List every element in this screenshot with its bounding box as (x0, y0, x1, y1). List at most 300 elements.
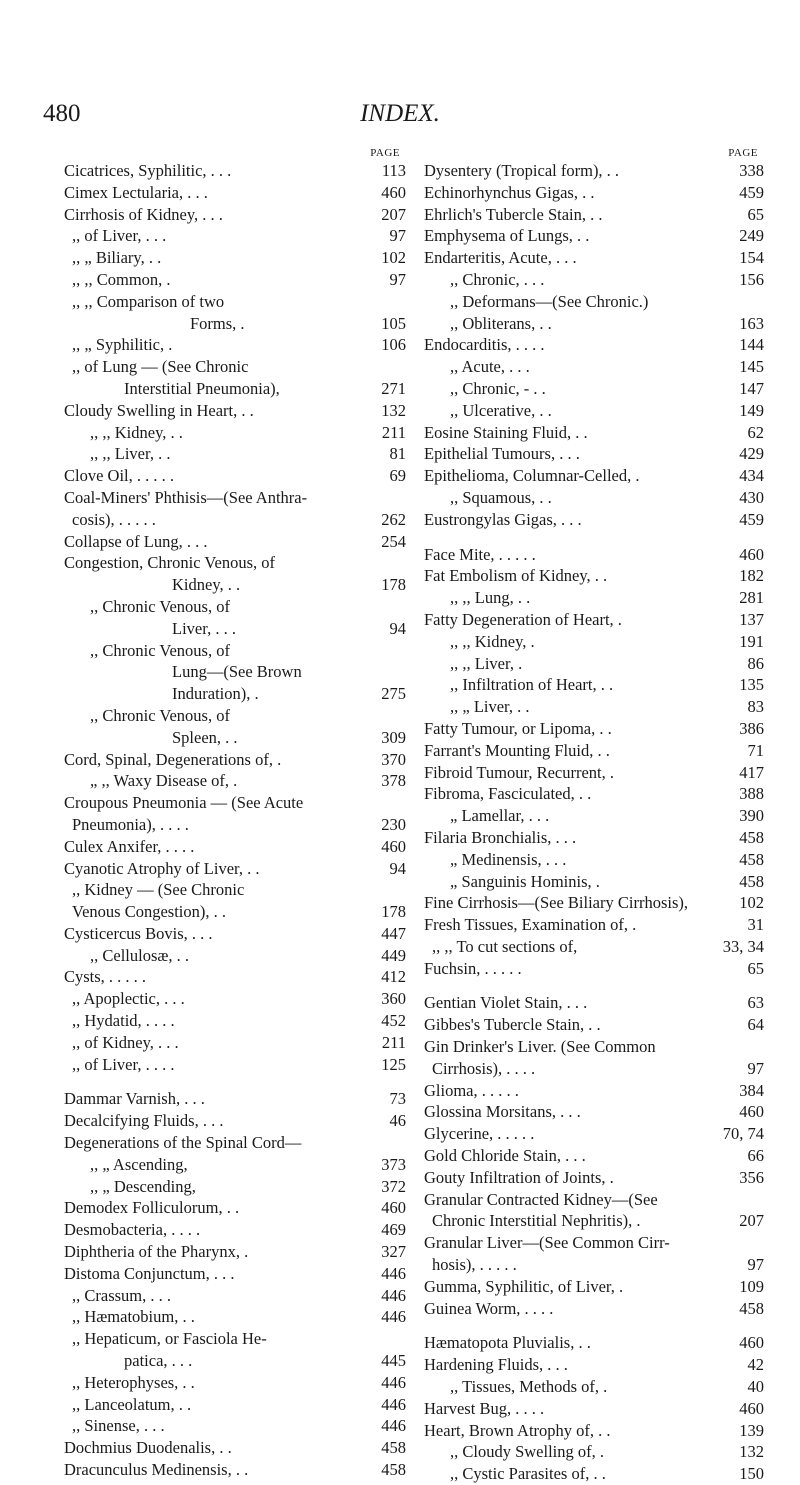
index-entry (64, 770, 406, 792)
entry-text: ,, Chronic, . . . (450, 269, 545, 289)
index-entry (424, 1014, 764, 1036)
index-entry (64, 334, 406, 356)
index-entry (424, 1036, 764, 1058)
index-entry (64, 1010, 406, 1032)
entry-text: Degenerations of the Spinal Cord— (64, 1133, 302, 1153)
index-entry (424, 1276, 764, 1298)
entry-text: Eosine Staining Fluid, . . (424, 422, 588, 442)
index-entry (64, 422, 406, 444)
entry-text: Cord, Spinal, Degenerations of, . (64, 749, 282, 769)
entry-text: ,, Sinense, . . . (72, 1416, 165, 1436)
entry-text: Induration), . (172, 684, 259, 704)
index-entry (424, 1101, 764, 1123)
index-entry (64, 1197, 406, 1219)
index-entry (424, 1354, 764, 1376)
entry-page: 63 (747, 993, 764, 1013)
index-entry (64, 465, 406, 487)
entry-text: „ Medinensis, . . . (450, 849, 567, 869)
entry-text: Desmobacteria, . . . . (64, 1220, 201, 1240)
index-entry (64, 749, 406, 771)
entry-page: 446 (381, 1285, 406, 1305)
entry-text: ,, Obliterans, . . (450, 313, 552, 333)
entry-text: Filaria Bronchialis, . . . (424, 827, 577, 847)
index-entry (424, 1441, 764, 1463)
entry-page: 132 (381, 400, 406, 420)
index-entry (64, 313, 406, 335)
entry-page: 384 (739, 1080, 764, 1100)
entry-page: 46 (389, 1111, 406, 1131)
index-entry (64, 1154, 406, 1176)
entry-text: ,, ,, Liver, . . (90, 444, 171, 464)
index-entry (64, 988, 406, 1010)
index-entry (424, 609, 764, 631)
entry-page: 109 (739, 1276, 764, 1296)
entry-text: ,, ,, Kidney, . . (90, 422, 183, 442)
entry-page: 102 (739, 893, 764, 913)
index-entry (64, 705, 406, 727)
index-entry (64, 487, 406, 509)
entry-text: ,, ,, Kidney, . (450, 631, 535, 651)
entry-page: 386 (739, 718, 764, 738)
entry-text: Gibbes's Tubercle Stain, . . (424, 1015, 601, 1035)
index-entry (424, 1420, 764, 1442)
entry-page: 86 (747, 653, 764, 673)
index-entry (424, 422, 764, 444)
entry-page: 412 (381, 967, 406, 987)
index-entry (424, 674, 764, 696)
page-column-label: PAGE (728, 147, 758, 159)
index-entry (64, 1306, 406, 1328)
entry-text: ,, Cellulosæ, . . (90, 945, 190, 965)
index-entry (64, 356, 406, 378)
entry-text: Cysts, . . . . . (64, 967, 147, 987)
entry-page: 378 (381, 771, 406, 791)
entry-page: 81 (389, 444, 406, 464)
entry-text: Face Mite, . . . . . (424, 544, 536, 564)
entry-text: Dracunculus Medinensis, . . (64, 1460, 249, 1480)
entry-text: Cysticercus Bovis, . . . (64, 923, 213, 943)
entry-text: Demodex Folliculorum, . . (64, 1198, 240, 1218)
index-entry (424, 1298, 764, 1320)
entry-page: 207 (739, 1211, 764, 1231)
entry-page: 446 (381, 1263, 406, 1283)
index-entry (64, 661, 406, 683)
index-entry (64, 836, 406, 858)
entry-text: cosis), . . . . . (72, 509, 156, 529)
entry-page: 97 (747, 1058, 764, 1078)
index-entry (424, 247, 764, 269)
entry-page: 105 (381, 313, 406, 333)
index-entry (424, 718, 764, 740)
entry-text: ,, Tissues, Methods of, . (450, 1377, 608, 1397)
entry-text: Fatty Tumour, or Lipoma, . . (424, 718, 612, 738)
index-entry (424, 1189, 764, 1211)
entry-text: Decalcifying Fluids, . . . (64, 1111, 224, 1131)
entry-text: Emphysema of Lungs, . . (424, 226, 590, 246)
index-entry (64, 640, 406, 662)
entry-text: Croupous Pneumonia — (See Acute (64, 793, 304, 813)
index-entry (64, 1285, 406, 1307)
entry-page: 65 (747, 958, 764, 978)
entry-text: Heart, Brown Atrophy of, . . (424, 1420, 611, 1440)
entry-page: 458 (381, 1438, 406, 1458)
entry-page: 211 (381, 422, 406, 442)
index-entry (424, 182, 764, 204)
entry-text: Cloudy Swelling in Heart, . . (64, 400, 254, 420)
index-entry (424, 400, 764, 422)
entry-text: Glossina Morsitans, . . . (424, 1102, 581, 1122)
index-column-right (424, 146, 764, 1485)
entry-page: 156 (739, 269, 764, 289)
entry-text: Farrant's Mounting Fluid, . . (424, 740, 610, 760)
index-entry (424, 334, 764, 356)
index-entry (424, 1254, 764, 1276)
entry-page: 452 (381, 1011, 406, 1031)
entry-text: ,, Crassum, . . . (72, 1285, 171, 1305)
entry-page: 132 (739, 1442, 764, 1462)
entry-page: 71 (747, 740, 764, 760)
index-entry (64, 1372, 406, 1394)
entry-page: 163 (739, 313, 764, 333)
index-entry (424, 313, 764, 335)
index-entry (424, 565, 764, 587)
entry-page: 94 (389, 618, 406, 638)
entry-text: Collapse of Lung, . . . (64, 531, 208, 551)
entry-text: ,, Hæmatobium, . . (72, 1307, 195, 1327)
entry-text: Gentian Violet Stain, . . . (424, 993, 588, 1013)
index-entry (64, 1219, 406, 1241)
entry-page: 94 (389, 858, 406, 878)
index-entry (64, 1088, 406, 1110)
entry-text: Cirrhosis), . . . . (432, 1058, 536, 1078)
index-entry (424, 1145, 764, 1167)
index-entry (64, 552, 406, 574)
entry-page: 144 (739, 335, 764, 355)
index-entry (64, 204, 406, 226)
entry-text: ,, Chronic Venous, of (90, 705, 230, 725)
index-entry (64, 1394, 406, 1416)
index-entry (424, 1398, 764, 1420)
entry-text: „ ,, Waxy Disease of, . (90, 771, 238, 791)
entry-page: 207 (381, 204, 406, 224)
index-entry (424, 1058, 764, 1080)
entry-text: ,, of Liver, . . . (72, 226, 167, 246)
entry-text: ,, Cystic Parasites of, . . (450, 1464, 606, 1484)
entry-text: Glioma, . . . . . (424, 1080, 519, 1100)
entry-text: Distoma Conjunctum, . . . (64, 1263, 235, 1283)
index-entry (64, 378, 406, 400)
entry-text: ,, ,, Liver, . (450, 653, 523, 673)
index-entry (64, 1437, 406, 1459)
entry-page: 309 (381, 727, 406, 747)
entry-text: ,, „ Descending, (90, 1176, 196, 1196)
entry-text: Epithelioma, Columnar-Celled, . (424, 466, 640, 486)
entry-text: Fibroma, Fasciculated, . . (424, 784, 592, 804)
entry-text: Ehrlich's Tubercle Stain, . . (424, 204, 603, 224)
entry-text: ,, of Kidney, . . . (72, 1032, 179, 1052)
entry-text: Echinorhynchus Gigas, . . (424, 182, 595, 202)
index-entry (424, 1210, 764, 1232)
index-entry (424, 849, 764, 871)
entry-text: ,, Hydatid, . . . . (72, 1011, 175, 1031)
entry-page: 150 (739, 1464, 764, 1484)
entry-text: Endarteritis, Acute, . . . (424, 248, 577, 268)
entry-text: Glycerine, . . . . . (424, 1124, 535, 1144)
entry-text: ,, of Liver, . . . . (72, 1054, 175, 1074)
entry-page: 458 (739, 827, 764, 847)
entry-text: Fine Cirrhosis—(See Biliary Cirrhosis), (424, 893, 688, 913)
index-entry (424, 914, 764, 936)
index-entry (424, 443, 764, 465)
index-entry (64, 509, 406, 531)
entry-text: Interstitial Pneumonia), (124, 378, 280, 398)
entry-page: 356 (739, 1167, 764, 1187)
entry-page: 458 (381, 1460, 406, 1480)
entry-page: 147 (739, 378, 764, 398)
entry-page: 230 (381, 814, 406, 834)
entry-page: 191 (739, 631, 764, 651)
entry-text: ,, „ Biliary, . . (72, 248, 162, 268)
entry-text: Clove Oil, . . . . . (64, 466, 174, 486)
entry-text: ,, „ Liver, . . (450, 697, 530, 717)
entry-text: Cimex Lectularia, . . . (64, 182, 208, 202)
entry-page: 254 (381, 531, 406, 551)
entry-text: Gin Drinker's Liver. (See Common (424, 1037, 656, 1057)
entry-page: 388 (739, 784, 764, 804)
index-entry (64, 1459, 406, 1481)
index-entry (64, 160, 406, 182)
index-entry (64, 1263, 406, 1285)
index-entry (64, 879, 406, 901)
entry-page: 445 (381, 1351, 406, 1371)
index-entry (64, 1350, 406, 1372)
entry-text: ,, Deformans—(See Chronic.) (450, 291, 649, 311)
index-entry (64, 574, 406, 596)
index-entry (64, 1032, 406, 1054)
entry-page: 65 (747, 204, 764, 224)
index-entry (424, 1463, 764, 1485)
entry-text: Gold Chloride Stain, . . . (424, 1146, 586, 1166)
entry-text: Endocarditis, . . . . (424, 335, 545, 355)
entry-page: 139 (739, 1420, 764, 1440)
entry-page: 459 (739, 182, 764, 202)
entry-page: 106 (381, 335, 406, 355)
entry-text: ,, „ Ascending, (90, 1154, 188, 1174)
entry-page: 460 (381, 836, 406, 856)
entry-page: 182 (739, 566, 764, 586)
index-entry (424, 992, 764, 1014)
entry-page: 446 (381, 1372, 406, 1392)
index-entry (424, 631, 764, 653)
index-entry (64, 291, 406, 313)
index-entry (64, 400, 406, 422)
entry-text: Fibroid Tumour, Recurrent, . (424, 762, 615, 782)
entry-text: ,, Chronic, - . . (450, 378, 546, 398)
entry-page: 70, 74 (722, 1124, 764, 1144)
entry-page: 327 (381, 1242, 406, 1262)
index-entry (424, 827, 764, 849)
entry-page: 449 (381, 945, 406, 965)
entry-text: Spleen, . . (172, 727, 238, 747)
entry-page: 271 (381, 378, 406, 398)
entry-text: ,, ,, Comparison of two (72, 291, 225, 311)
entry-text: Gumma, Syphilitic, of Liver, . (424, 1276, 624, 1296)
entry-page: 434 (739, 466, 764, 486)
index-entry (64, 225, 406, 247)
entry-page: 460 (739, 544, 764, 564)
entry-text: Hæmatopota Pluvialis, . . (424, 1333, 591, 1353)
entry-page: 460 (739, 1102, 764, 1122)
index-entry (64, 858, 406, 880)
entry-text: Liver, . . . (172, 618, 236, 638)
entry-text: Congestion, Chronic Venous, of (64, 553, 275, 573)
entry-page: 360 (381, 989, 406, 1009)
entry-page: 66 (747, 1146, 764, 1166)
index-entry (424, 509, 764, 531)
entry-text: ,, ,, Lung, . . (450, 588, 531, 608)
entry-page: 460 (739, 1398, 764, 1418)
entry-text: Eustrongylas Gigas, . . . (424, 509, 582, 529)
page-number: 480 (43, 100, 81, 127)
index-entry (64, 618, 406, 640)
entry-text: ,, Hepaticum, or Fasciola He- (72, 1329, 267, 1349)
entry-page: 338 (739, 161, 764, 180)
entry-text: Fuchsin, . . . . . (424, 958, 522, 978)
entry-page: 97 (389, 226, 406, 246)
index-entry (424, 892, 764, 914)
index-entry (424, 356, 764, 378)
index-entry (424, 1080, 764, 1102)
entry-text: Cyanotic Atrophy of Liver, . . (64, 858, 260, 878)
entry-text: ,, Chronic Venous, of (90, 640, 230, 660)
entry-page: 64 (747, 1015, 764, 1035)
entry-page: 458 (739, 849, 764, 869)
index-entry (64, 247, 406, 269)
entry-page: 460 (381, 1198, 406, 1218)
index-entry (424, 783, 764, 805)
entry-text: Dysentery (Tropical form), . . (424, 161, 620, 180)
entry-page: 69 (389, 466, 406, 486)
entry-page: 31 (747, 915, 764, 935)
entry-text: „ Sanguinis Hominis, . (450, 871, 600, 891)
index-entry (424, 269, 764, 291)
entry-text: hosis), . . . . . (432, 1255, 517, 1275)
entry-text: Dochmius Duodenalis, . . (64, 1438, 232, 1458)
entry-text: patica, . . . (124, 1351, 193, 1371)
entry-text: Harvest Bug, . . . . (424, 1398, 545, 1418)
entry-text: Diphtheria of the Pharynx, . (64, 1242, 249, 1262)
index-entry (424, 378, 764, 400)
index-entry (424, 160, 764, 182)
index-entry (424, 204, 764, 226)
index-entry (64, 1328, 406, 1350)
entry-page: 145 (739, 357, 764, 377)
index-entry (424, 1232, 764, 1254)
entry-page: 149 (739, 400, 764, 420)
entry-page: 447 (381, 923, 406, 943)
index-entry (424, 225, 764, 247)
entry-page: 97 (747, 1255, 764, 1275)
index-entry (424, 696, 764, 718)
entry-text: ,, „ Syphilitic, . (72, 335, 173, 355)
index-entry (64, 182, 406, 204)
index-entry (424, 805, 764, 827)
index-entry (64, 966, 406, 988)
entry-page: 73 (389, 1089, 406, 1109)
entry-text: Granular Liver—(See Common Cirr- (424, 1233, 670, 1253)
index-entry (424, 1123, 764, 1145)
entry-text: Chronic Interstitial Nephritis), . (432, 1211, 641, 1231)
entry-text: Fat Embolism of Kidney, . . (424, 566, 608, 586)
entry-text: Gouty Infiltration of Joints, . (424, 1167, 614, 1187)
index-entry (424, 1376, 764, 1398)
entry-page: 417 (739, 762, 764, 782)
entry-page: 446 (381, 1394, 406, 1414)
entry-text: Pneumonia), . . . . (72, 814, 189, 834)
entry-page: 370 (381, 749, 406, 769)
index-entry (424, 587, 764, 609)
entry-text: Culex Anxifer, . . . . (64, 836, 195, 856)
entry-text: ,, of Lung — (See Chronic (72, 357, 249, 377)
index-entry (424, 1332, 764, 1354)
entry-text: Granular Contracted Kidney—(See (424, 1189, 658, 1209)
entry-page: 446 (381, 1416, 406, 1436)
index-entry (424, 871, 764, 893)
entry-text: Venous Congestion), . . (72, 902, 226, 922)
entry-page: 62 (747, 422, 764, 442)
page-header (0, 100, 800, 140)
entry-text: ,, Lanceolatum, . . (72, 1394, 192, 1414)
index-entry (64, 1176, 406, 1198)
index-entry (64, 443, 406, 465)
index-entry (64, 1415, 406, 1437)
entry-text: ,, ,, To cut sections of, (432, 936, 578, 956)
running-head: INDEX. (360, 100, 440, 127)
entry-page: 460 (739, 1333, 764, 1353)
entry-page: 135 (739, 675, 764, 695)
entry-text: ,, ,, Common, . (72, 269, 171, 289)
entry-page: 460 (381, 182, 406, 202)
index-entry (424, 958, 764, 980)
entry-page: 42 (747, 1355, 764, 1375)
index-entry (424, 936, 764, 958)
entry-text: Forms, . (190, 313, 245, 333)
index-entry (424, 653, 764, 675)
entry-page: 102 (381, 248, 406, 268)
entry-page: 459 (739, 509, 764, 529)
index-entry (64, 1110, 406, 1132)
entry-page: 458 (739, 871, 764, 891)
index-entry (64, 1132, 406, 1154)
index-entry (64, 596, 406, 618)
page-column-label: PAGE (370, 147, 400, 159)
index-entry (424, 487, 764, 509)
entry-text: ,, Ulcerative, . . (450, 400, 552, 420)
entry-text: ,, Chronic Venous, of (90, 596, 230, 616)
index-entry (424, 544, 764, 566)
entry-page: 40 (747, 1377, 764, 1397)
index-column-left (64, 146, 406, 1481)
entry-text: ,, Cloudy Swelling of, . (450, 1442, 605, 1462)
entry-text: Kidney, . . (172, 575, 241, 595)
entry-page: 249 (739, 226, 764, 246)
entry-text: ,, Infiltration of Heart, . . (450, 675, 614, 695)
entry-page: 275 (381, 684, 406, 704)
entry-page: 458 (739, 1298, 764, 1318)
index-entry (424, 762, 764, 784)
entry-text: Coal-Miners' Phthisis—(See Anthra- (64, 487, 308, 507)
entry-page: 178 (381, 575, 406, 595)
